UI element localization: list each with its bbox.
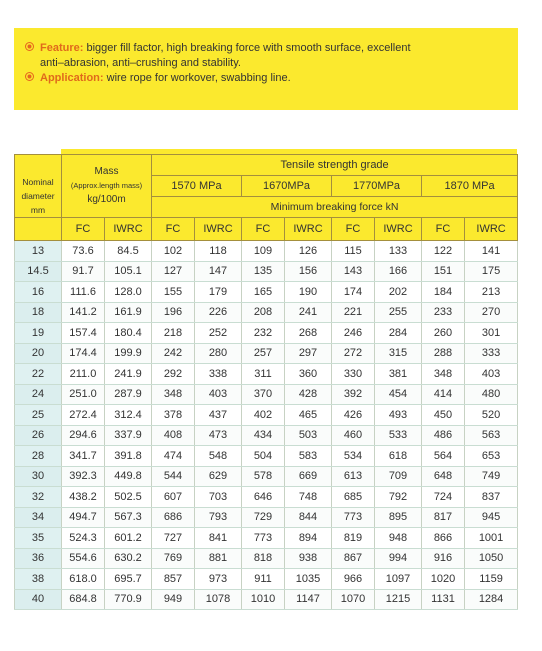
- value-cell: 449.8: [105, 466, 152, 487]
- value-cell: 494.7: [62, 507, 105, 528]
- value-cell: 916: [422, 548, 465, 569]
- table-row: [15, 507, 518, 528]
- application-label: Application:: [40, 72, 104, 84]
- value-cell: 284: [375, 323, 422, 344]
- value-cell: 246: [332, 323, 375, 344]
- value-cell: 1070: [332, 589, 375, 610]
- diameter-cell: 16: [15, 282, 62, 303]
- bullet-icon: [26, 43, 33, 50]
- grade-1770-header: 1770MPa: [332, 176, 422, 197]
- table-row: [15, 548, 518, 569]
- table-row: [15, 528, 518, 549]
- value-cell: 938: [285, 548, 332, 569]
- value-cell: 161.9: [105, 302, 152, 323]
- value-cell: 1001: [465, 528, 518, 549]
- value-cell: 911: [242, 569, 285, 590]
- value-cell: 502.5: [105, 487, 152, 508]
- diameter-cell: 19: [15, 323, 62, 344]
- table-row: [15, 405, 518, 426]
- value-cell: 564: [422, 446, 465, 467]
- value-cell: 147: [195, 261, 242, 282]
- value-cell: 601.2: [105, 528, 152, 549]
- value-cell: 330: [332, 364, 375, 385]
- value-cell: 1020: [422, 569, 465, 590]
- value-cell: 748: [285, 487, 332, 508]
- value-cell: 618.0: [62, 569, 105, 590]
- value-cell: 504: [242, 446, 285, 467]
- value-cell: 554.6: [62, 548, 105, 569]
- value-cell: 208: [242, 302, 285, 323]
- value-cell: 213: [465, 282, 518, 303]
- value-cell: 174: [332, 282, 375, 303]
- value-cell: 818: [242, 548, 285, 569]
- value-cell: 141: [465, 241, 518, 262]
- bullet-icon: [26, 73, 33, 80]
- value-cell: 629: [195, 466, 242, 487]
- value-cell: 122: [422, 241, 465, 262]
- value-cell: 438.2: [62, 487, 105, 508]
- diameter-cell: 22: [15, 364, 62, 385]
- value-cell: 724: [422, 487, 465, 508]
- value-cell: 288: [422, 343, 465, 364]
- value-cell: 646: [242, 487, 285, 508]
- value-cell: 454: [375, 384, 422, 405]
- value-cell: 202: [375, 282, 422, 303]
- value-cell: 607: [152, 487, 195, 508]
- nominal-diameter-header: Nominal diameter mm: [15, 155, 62, 218]
- value-cell: 966: [332, 569, 375, 590]
- value-cell: 618: [375, 446, 422, 467]
- value-cell: 337.9: [105, 425, 152, 446]
- value-cell: 155: [152, 282, 195, 303]
- value-cell: 143: [332, 261, 375, 282]
- value-cell: 450: [422, 405, 465, 426]
- diameter-cell: 26: [15, 425, 62, 446]
- column-label-fc: FC: [152, 218, 195, 241]
- value-cell: 232: [242, 323, 285, 344]
- value-cell: 817: [422, 507, 465, 528]
- column-label-row: [15, 218, 518, 241]
- value-cell: 1010: [242, 589, 285, 610]
- value-cell: 819: [332, 528, 375, 549]
- diameter-cell: 28: [15, 446, 62, 467]
- value-cell: 255: [375, 302, 422, 323]
- value-cell: 174.4: [62, 343, 105, 364]
- value-cell: 434: [242, 425, 285, 446]
- column-label-fc: FC: [332, 218, 375, 241]
- value-cell: 669: [285, 466, 332, 487]
- value-cell: 857: [152, 569, 195, 590]
- value-cell: 949: [152, 589, 195, 610]
- spec-table-body: [15, 241, 518, 610]
- value-cell: 301: [465, 323, 518, 344]
- value-cell: 312.4: [105, 405, 152, 426]
- value-cell: 378: [152, 405, 195, 426]
- table-row: [15, 323, 518, 344]
- value-cell: 403: [465, 364, 518, 385]
- value-cell: 480: [465, 384, 518, 405]
- feature-text-continued: anti–abrasion, anti–crushing and stability.: [40, 57, 241, 69]
- value-cell: 684.8: [62, 589, 105, 610]
- mass-header: Mass (Approx.length mass) kg/100m: [62, 155, 152, 218]
- table-row: [15, 466, 518, 487]
- value-cell: 315: [375, 343, 422, 364]
- value-cell: 179: [195, 282, 242, 303]
- value-cell: 414: [422, 384, 465, 405]
- value-cell: 948: [375, 528, 422, 549]
- column-label-iwrc: IWRC: [375, 218, 422, 241]
- value-cell: 260: [422, 323, 465, 344]
- value-cell: 333: [465, 343, 518, 364]
- table-row: [15, 589, 518, 610]
- value-cell: 126: [285, 241, 332, 262]
- value-cell: 473: [195, 425, 242, 446]
- nominal-header-bottom: [15, 218, 62, 241]
- column-label-iwrc: IWRC: [105, 218, 152, 241]
- value-cell: 226: [195, 302, 242, 323]
- value-cell: 520: [465, 405, 518, 426]
- value-cell: 630.2: [105, 548, 152, 569]
- value-cell: 287.9: [105, 384, 152, 405]
- value-cell: 242: [152, 343, 195, 364]
- value-cell: 360: [285, 364, 332, 385]
- value-cell: 141.2: [62, 302, 105, 323]
- value-cell: 257: [242, 343, 285, 364]
- value-cell: 341.7: [62, 446, 105, 467]
- value-cell: 548: [195, 446, 242, 467]
- value-cell: 894: [285, 528, 332, 549]
- header-tab-mass: [61, 149, 151, 154]
- table-row: [15, 384, 518, 405]
- value-cell: 503: [285, 425, 332, 446]
- value-cell: 428: [285, 384, 332, 405]
- column-label-iwrc: IWRC: [285, 218, 332, 241]
- value-cell: 292: [152, 364, 195, 385]
- table-row: [15, 364, 518, 385]
- value-cell: 392: [332, 384, 375, 405]
- diameter-cell: 20: [15, 343, 62, 364]
- value-cell: 272: [332, 343, 375, 364]
- value-cell: 729: [242, 507, 285, 528]
- value-cell: 175: [465, 261, 518, 282]
- diameter-cell: 14.5: [15, 261, 62, 282]
- value-cell: 151: [422, 261, 465, 282]
- value-cell: 653: [465, 446, 518, 467]
- table-row: [15, 302, 518, 323]
- value-cell: 773: [332, 507, 375, 528]
- value-cell: 1131: [422, 589, 465, 610]
- value-cell: 127: [152, 261, 195, 282]
- value-cell: 233: [422, 302, 465, 323]
- value-cell: 180.4: [105, 323, 152, 344]
- feature-text: bigger fill factor, high breaking force with smooth surface, excellent: [83, 42, 411, 54]
- value-cell: 973: [195, 569, 242, 590]
- value-cell: 895: [375, 507, 422, 528]
- value-cell: 280: [195, 343, 242, 364]
- value-cell: 403: [195, 384, 242, 405]
- value-cell: 563: [465, 425, 518, 446]
- application-line: [40, 71, 518, 86]
- value-cell: 709: [375, 466, 422, 487]
- tensile-strength-header: Tensile strength grade: [152, 155, 518, 176]
- value-cell: 837: [465, 487, 518, 508]
- value-cell: 73.6: [62, 241, 105, 262]
- value-cell: 493: [375, 405, 422, 426]
- diameter-cell: 18: [15, 302, 62, 323]
- value-cell: 402: [242, 405, 285, 426]
- value-cell: 567.3: [105, 507, 152, 528]
- value-cell: 841: [195, 528, 242, 549]
- value-cell: 533: [375, 425, 422, 446]
- grade-1570-header: 1570 MPa: [152, 176, 242, 197]
- value-cell: 1159: [465, 569, 518, 590]
- value-cell: 474: [152, 446, 195, 467]
- value-cell: 297: [285, 343, 332, 364]
- value-cell: 534: [332, 446, 375, 467]
- value-cell: 1035: [285, 569, 332, 590]
- value-cell: 135: [242, 261, 285, 282]
- value-cell: 251.0: [62, 384, 105, 405]
- value-cell: 392.3: [62, 466, 105, 487]
- value-cell: 727: [152, 528, 195, 549]
- value-cell: 370: [242, 384, 285, 405]
- table-row: [15, 569, 518, 590]
- column-label-iwrc: IWRC: [465, 218, 518, 241]
- grade-1670-header: 1670MPa: [242, 176, 332, 197]
- value-cell: 769: [152, 548, 195, 569]
- table-row: [15, 425, 518, 446]
- value-cell: 196: [152, 302, 195, 323]
- value-cell: 695.7: [105, 569, 152, 590]
- value-cell: 1147: [285, 589, 332, 610]
- value-cell: 437: [195, 405, 242, 426]
- min-breaking-force-header: Minimum breaking force kN: [152, 197, 518, 218]
- value-cell: 881: [195, 548, 242, 569]
- value-cell: 524.3: [62, 528, 105, 549]
- value-cell: 1215: [375, 589, 422, 610]
- value-cell: 1078: [195, 589, 242, 610]
- value-cell: 703: [195, 487, 242, 508]
- value-cell: 84.5: [105, 241, 152, 262]
- value-cell: 241: [285, 302, 332, 323]
- spec-table: [14, 154, 518, 610]
- diameter-cell: 13: [15, 241, 62, 262]
- table-row: [15, 343, 518, 364]
- value-cell: 460: [332, 425, 375, 446]
- value-cell: 544: [152, 466, 195, 487]
- value-cell: 583: [285, 446, 332, 467]
- value-cell: 105.1: [105, 261, 152, 282]
- diameter-cell: 32: [15, 487, 62, 508]
- diameter-cell: 36: [15, 548, 62, 569]
- value-cell: 685: [332, 487, 375, 508]
- value-cell: 613: [332, 466, 375, 487]
- value-cell: 1284: [465, 589, 518, 610]
- value-cell: 311: [242, 364, 285, 385]
- value-cell: 348: [152, 384, 195, 405]
- value-cell: 252: [195, 323, 242, 344]
- value-cell: 867: [332, 548, 375, 569]
- value-cell: 770.9: [105, 589, 152, 610]
- value-cell: 102: [152, 241, 195, 262]
- value-cell: 793: [195, 507, 242, 528]
- value-cell: 221: [332, 302, 375, 323]
- value-cell: 844: [285, 507, 332, 528]
- value-cell: 486: [422, 425, 465, 446]
- diameter-cell: 34: [15, 507, 62, 528]
- table-row: [15, 446, 518, 467]
- value-cell: 111.6: [62, 282, 105, 303]
- value-cell: 945: [465, 507, 518, 528]
- value-cell: 391.8: [105, 446, 152, 467]
- value-cell: 866: [422, 528, 465, 549]
- diameter-cell: 24: [15, 384, 62, 405]
- diameter-cell: 30: [15, 466, 62, 487]
- value-cell: 749: [465, 466, 518, 487]
- column-label-fc: FC: [62, 218, 105, 241]
- value-cell: 241.9: [105, 364, 152, 385]
- column-label-fc: FC: [422, 218, 465, 241]
- table-row: [15, 241, 518, 262]
- value-cell: 156: [285, 261, 332, 282]
- value-cell: 115: [332, 241, 375, 262]
- value-cell: 272.4: [62, 405, 105, 426]
- value-cell: 648: [422, 466, 465, 487]
- application-text: wire rope for workover, swabbing line.: [103, 72, 291, 84]
- value-cell: 133: [375, 241, 422, 262]
- table-row: [15, 282, 518, 303]
- table-row: [15, 487, 518, 508]
- value-cell: 408: [152, 425, 195, 446]
- value-cell: 465: [285, 405, 332, 426]
- value-cell: 773: [242, 528, 285, 549]
- diameter-cell: 35: [15, 528, 62, 549]
- feature-label: Feature:: [40, 42, 84, 54]
- diameter-cell: 25: [15, 405, 62, 426]
- value-cell: 118: [195, 241, 242, 262]
- value-cell: 157.4: [62, 323, 105, 344]
- value-cell: 578: [242, 466, 285, 487]
- value-cell: 199.9: [105, 343, 152, 364]
- value-cell: 381: [375, 364, 422, 385]
- diameter-cell: 38: [15, 569, 62, 590]
- value-cell: 686: [152, 507, 195, 528]
- table-row: [15, 261, 518, 282]
- grade-1870-header: 1870 MPa: [422, 176, 518, 197]
- spec-table-container: [14, 154, 517, 610]
- value-cell: 211.0: [62, 364, 105, 385]
- value-cell: 165: [242, 282, 285, 303]
- value-cell: 91.7: [62, 261, 105, 282]
- column-label-fc: FC: [242, 218, 285, 241]
- value-cell: 218: [152, 323, 195, 344]
- value-cell: 268: [285, 323, 332, 344]
- value-cell: 348: [422, 364, 465, 385]
- diameter-cell: 40: [15, 589, 62, 610]
- column-label-iwrc: IWRC: [195, 218, 242, 241]
- value-cell: 1050: [465, 548, 518, 569]
- value-cell: 994: [375, 548, 422, 569]
- feature-banner: [14, 28, 518, 110]
- value-cell: 166: [375, 261, 422, 282]
- value-cell: 294.6: [62, 425, 105, 446]
- value-cell: 109: [242, 241, 285, 262]
- value-cell: 426: [332, 405, 375, 426]
- value-cell: 338: [195, 364, 242, 385]
- value-cell: 190: [285, 282, 332, 303]
- value-cell: 1097: [375, 569, 422, 590]
- value-cell: 128.0: [105, 282, 152, 303]
- feature-line: [40, 41, 518, 56]
- header-tab-tensile: [151, 149, 517, 154]
- value-cell: 792: [375, 487, 422, 508]
- value-cell: 270: [465, 302, 518, 323]
- value-cell: 184: [422, 282, 465, 303]
